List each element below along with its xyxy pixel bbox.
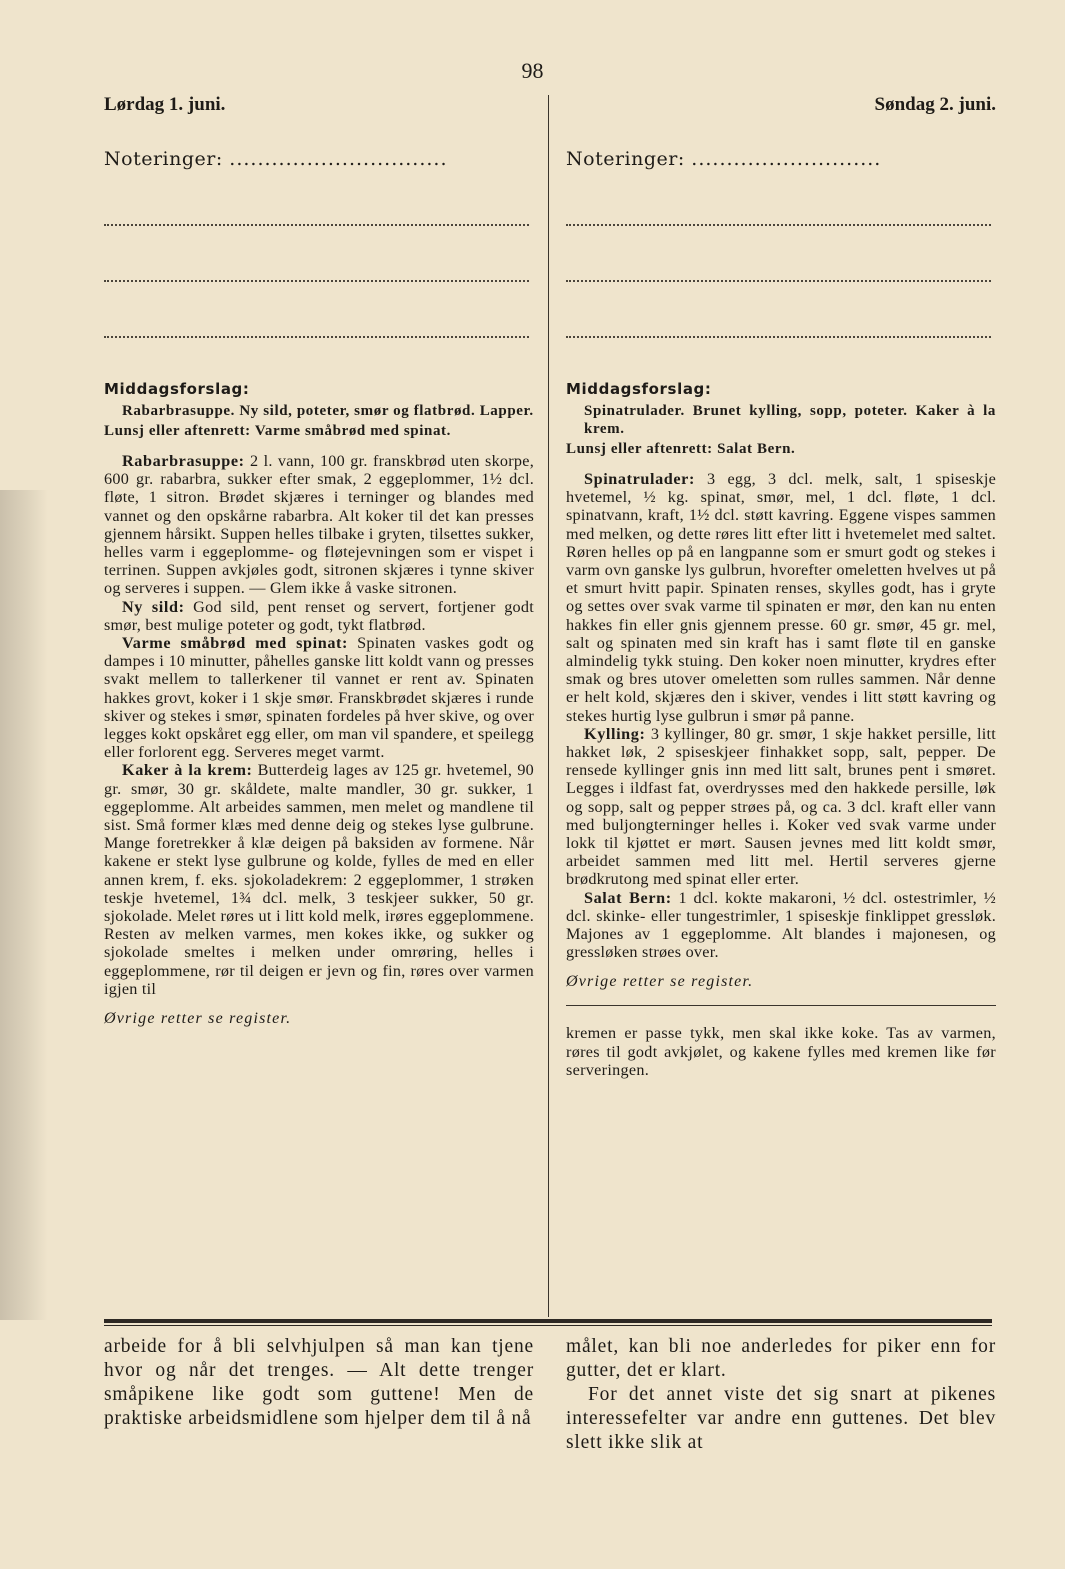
recipe-body: 2 l. vann, 100 gr. franskbrød uten skorpe, 600 gr. rabarbra, sukker efter smak, 2 eggeplommer, 1½ dcl. fløte, 1 sitron. Brødet skjæres i terninger og blandes med vannet og den opskårne rabarbra. Alt koker til det kan presses gjennem hårsikt. Suppen helles tilbake i gryten, tilsettes sukker, helles varm i eggeplomme- og fløtejevningen som er vispet i terrinen. Suppen avkjøles godt, sitronen skjæres i tynne skiver og serveres i suppen. — Glem ikke å vaske sitronen. (104, 452, 534, 598)
notes-label: Noteringer: (566, 148, 685, 170)
notes-line (566, 278, 991, 282)
register-note: Øvrige retter se register. (104, 1010, 292, 1028)
dinner-heading: Middagsforslag: (566, 380, 712, 398)
recipe-body: Butterdeig lages av 125 gr. hvetemel, 90 gr. smør, 30 gr. skåldete, malte mandler, 30 gr. sukker, 1 eggeplomme. Alt arbeides sammen, men melet og mandlene til sist. Små former klæs med denne deig og stekes lyse gulbrune. Mange foretrekker å klæ deigen på baksiden av formene. Når kakene er stekt lyse gulbrune og kolde, fylles de med en eller annen krem, f. eks. sjokoladekrem: 2 eggeplommer, 1 strøken teskje hvetemel, 1¾ dcl. melk, 3 teskjeer sukker, 50 gr. sjokolade. Melet røres ut i litt kold melk, irøres eggeplommene. Resten av melken varmes, men kokes ikke, og sukker og sjokolade smeltes i melken under omrøring, helles i eggeplommene, rør til deigen er jevn og fin, røres over varmen igjen til (104, 761, 535, 998)
dinner-menu: Rabarbrasuppe. Ny sild, poteter, smør og flatbrød. Lapper. (122, 403, 534, 419)
notes-line (566, 334, 991, 338)
page-separator-rule (104, 1319, 992, 1323)
notes-field (566, 148, 996, 172)
lunsj-text: Varme småbrød med spinat. (254, 423, 451, 439)
recipe-paragraph (566, 725, 996, 889)
bottom-paragraph: målet, kan bli noe anderledes for piker enn for gutter, det er klart. (566, 1336, 996, 1381)
recipe-heading: Kylling: (584, 724, 646, 743)
dinner-heading: Middagsforslag: (104, 380, 250, 398)
notes-label: Noteringer: (104, 148, 223, 170)
recipe-body: God sild, pent renset og servert, fortjener godt smør, best mulige poteter og godt, tykt flatbrød. (104, 597, 534, 634)
lunsj-label: Lunsj eller aftenrett: (104, 423, 251, 439)
recipe-paragraph (104, 452, 534, 598)
dinner-menu: Spinatrulader. Brunet kylling, sopp, poteter. Kaker à la krem. (584, 403, 996, 437)
recipe-heading: Kaker à la krem: (122, 761, 253, 780)
continuation-text: kremen er passe tykk, men skal ikke koke. Tas av varmen, røres til godt avkjølet, og kakene fylles med kremen like før serveringen. (566, 1024, 996, 1080)
recipe-paragraph (104, 634, 534, 761)
lunsj-line (104, 422, 534, 440)
recipe-text (104, 452, 534, 998)
page-number: 98 (521, 58, 544, 83)
bottom-text-right (566, 1335, 996, 1455)
notes-field (104, 148, 534, 172)
recipe-heading: Rabarbrasuppe: (122, 452, 245, 470)
column-divider (548, 95, 549, 1317)
bottom-paragraph: For det annet viste det sig snart at pikenes interessefelter var andre enn guttenes. Det blev slett ikke slik at (566, 1384, 996, 1453)
right-column (566, 90, 996, 1080)
bottom-text-left (104, 1335, 534, 1431)
recipe-paragraph (104, 761, 534, 998)
section-rule (566, 1005, 996, 1006)
day-heading-saturday: Lørdag 1. juni. (104, 94, 226, 115)
recipe-heading: Ny sild: (122, 597, 185, 616)
page-edge-shadow (0, 490, 48, 1320)
recipe-paragraph (566, 470, 996, 725)
lunsj-text: Salat Bern. (717, 441, 796, 457)
recipe-heading: Spinatrulader: (584, 470, 695, 488)
day-heading-sunday: Søndag 2. juni. (874, 94, 996, 115)
bottom-paragraph: arbeide for å bli selvhjulpen så man kan tjene hvor og når det trenges. — Alt dette trenger småpikene like godt som guttene! Men de praktiske arbeidsmidlene som hjelper dem til å nå (104, 1336, 534, 1429)
notes-line (566, 222, 991, 226)
page-separator-rule-thin (104, 1325, 992, 1326)
recipe-text (566, 470, 996, 961)
notes-line (104, 278, 529, 282)
left-column (104, 90, 534, 1028)
lunsj-line (566, 440, 996, 458)
recipe-heading: Varme småbrød med spinat: (122, 634, 349, 653)
recipe-body: Spinaten vaskes godt og dampes i 10 minutter, påhelles ganske litt koldt vann og presses svakt mellem to tallerkener til vannet er rent av. Spinaten hakkes grovt, koker i 1 skje smør. Franskbrødet skjæres i runde skiver og stekes i smør, spinaten fordeles på hver skive, og over legges kokt opskåret egg eller, om man vil spandere, et speilegg eller forlorent egg. Serveres meget varmt. (104, 634, 534, 762)
recipe-paragraph (566, 889, 996, 962)
lunsj-label: Lunsj eller aftenrett: (566, 441, 713, 457)
notes-line (104, 222, 529, 226)
recipe-heading: Salat Bern: (584, 888, 672, 907)
recipe-body: 3 kyllinger, 80 gr. smør, 1 skje hakket persille, litt hakket løk, 2 spiseskjeer finhakket sopp, salt, pepper. De rensede kyllinger gnis inn med litt salt, brunes pent i smøret. Legges i ildfast fat, overdrysses med den hakkede persille, løk og sopp, salt og pepper strøes på, og ca. 3 dcl. kraft eller vann med buljongterninger helles i. Koker ved svak varme under lokk til kjøttet er mørt. Sausen jevnes med litt koldt smør, arbeidet sammen med litt mel. Hertil serveres gjerne brødkrutong med spinat eller erter. (566, 724, 996, 889)
recipe-body: 1 dcl. kokte makaroni, ½ dcl. ostestrimler, ½ dcl. skinke- eller tungestrimler, 1 spiseskje finklippet gressløk. Majones av 1 eggeplomme. Alt blandes i majonesen, og gressløken strøes over. (566, 888, 997, 962)
notes-dots: ........................... (691, 148, 882, 170)
register-note: Øvrige retter se register. (566, 973, 754, 991)
notes-dots: ............................... (229, 148, 448, 170)
recipe-paragraph (104, 598, 534, 634)
recipe-body: 3 egg, 3 dcl. melk, salt, 1 spiseskje hvetemel, ½ kg. spinat, smør, mel, 1 dcl. fløte, 1 dcl. spinatvann, kraft, 1½ dcl. støtt kavring. Eggene vispes sammen med melken, og dette røres litt efter litt i hvetemelet med saltet. Røren helles op på en langpanne som er smurt godt og stekes i varm ovn ganske lys gulbrun, hvorefter omeletten hvelves ut på et smurt hvitt papir. Spinaten renses, skylles godt, has i gryte og settes over svak varme til spinaten er mør, den kan nu enten hakkes fin eller gnis gjennem presse. 60 gr. smør, 45 gr. mel, salt og spinaten med sin kraft has i samt fløte til en ganske almindelig tykk stuing. Den koker noen minutter, krydres efter smak og bres utover omeletten som rulles sammen. Når denne er helt kold, skjæres den i skiver, vendes i litt støtt kavring og stekes hurtig lyse gulbrun i smør på panne. (566, 470, 997, 725)
notes-line (104, 334, 529, 338)
